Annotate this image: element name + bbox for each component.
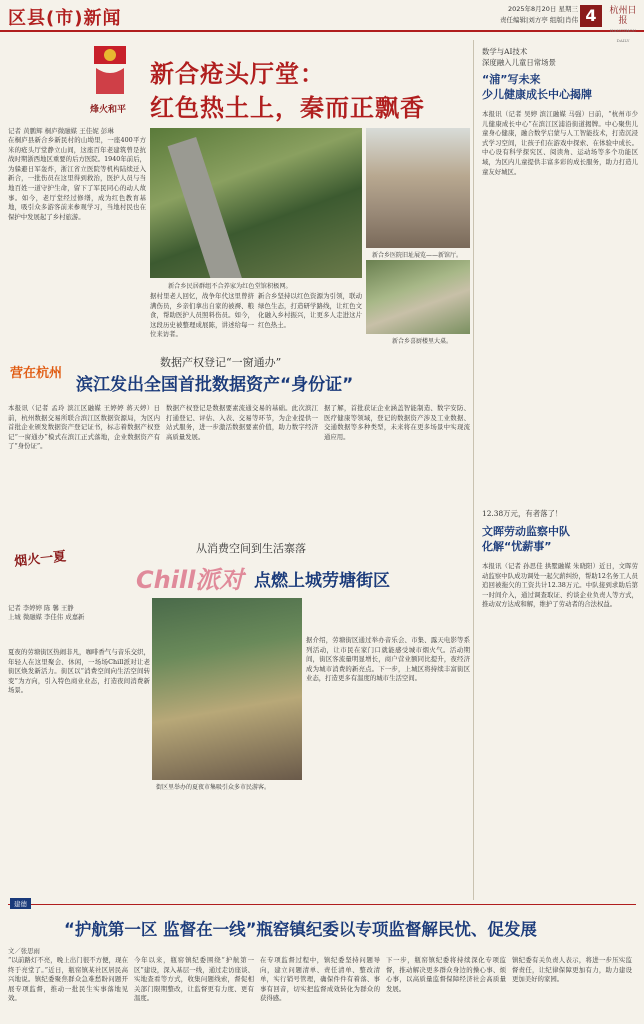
bottom-article-col3: 在专项监督过程中，镇纪委坚持问题导向，建立问题清单、责任清单、整改清单，实行销号管理，确保件件有着落、事事有回音，切实把监督成效转化为群众的获得感。 — [260, 956, 380, 1003]
right-article-kicker — [482, 46, 556, 68]
right-kicker-line2: 深度融入儿童日常场景 — [482, 58, 556, 67]
chill-article-logo: 烟火一夏 — [13, 549, 67, 570]
lead-photo-caption-r2: 新合乡喜厨楼里大桌。 — [392, 338, 453, 345]
bottom-article-byline: 文／张思雨 — [8, 947, 40, 955]
banner-calligraphy: 烽火和平 — [90, 105, 127, 115]
lead-body-2: 据村里老人回忆，战争年代这里曾挤满伤员，乡亲们拿出自家的被褥、粮食，帮助医护人员照料伤员。如今，这段历史被整理成展陈，讲述给每一位来访者。 — [150, 292, 254, 339]
bottom-article-col5: 镇纪委有关负责人表示，将进一步压实监督责任，让纪律保障更加有力，助力建设更加美好的家园。 — [512, 956, 632, 984]
chill-article-body-1: 夏夜的劳塘街区热闹非凡，咖啡香气与音乐交织，年轻人在这里聚会、休闲，一场场Chill派对让老街区焕发新活力。街区以“消费空间向生活空间转变”为方向，引入特色商业业态，打造夜间消费新场景。 — [8, 648, 150, 695]
data-article-logo: 营在杭州 — [10, 366, 63, 381]
right-title-line1: “浦”写未来 — [482, 73, 541, 86]
page-number: 4 — [580, 5, 602, 27]
right-kicker-line1: 数学与AI技术 — [482, 47, 528, 56]
data-article-headline: 滨江发出全国首批数据资产“身份证” — [76, 375, 354, 395]
chill-photo-caption: 街区里举办的夏夜市集吸引众多市民游客。 — [156, 784, 271, 791]
right-article2-body: 本报讯（记者 孙思佳 拱墅融媒 朱晓阳）近日，文晖劳动监察中队成功调处一起欠薪纠纷，帮助12名务工人员追回被拖欠的工资共计12.38万元。中队接到求助后第一时间介入，通过调查取证、约谈企业负责人等方式，推动双方达成和解，维护了劳动者的合法权益。 — [482, 562, 638, 609]
logo-text: 杭州日报 — [609, 6, 637, 26]
data-article-col1: 本报讯（记者 孟玲 滨江区融媒 王婷婷 蒋天婷）日前，杭州数据交易所联合滨江区数据资源局，为区内首批企业颁发数据资产登记证书，标志着数据产权登记“一窗通办”模式在滨江正式落地，企业数据资产有了“身份证”。 — [8, 404, 160, 451]
lead-body: 在桐庐县新合乡新民村的山坳里，一座400平方米的疮头厅堂静立山间，这座百年老建筑曾是抗战时期浙西地区重要的后方医院。1940年前后，为躲避日军轰炸，浙江省立医院等机构陆续迁入新合，一批伤员在这里得到救治，医护人员与当地百姓一道守护生命，留下了军民同心的动人故事。如今，老厅堂经过修缮，成为红色教育基地，吸引众多游客前来参观学习，当地村民也在保护中发展起了乡村旅游。 — [8, 136, 146, 221]
right-article2-kicker: 12.38万元，有者落了！ — [482, 509, 563, 518]
date-meta — [388, 4, 578, 26]
bottom-divider — [8, 904, 636, 905]
lead-headline-line2: 红色热土上，秦而正飘香 — [150, 94, 425, 122]
lead-body-3: 新合乡坚持以红色资源为引领，联动绿色生态，打造研学路线，让红色文化融入乡村振兴，让更多人走进这片红色热土。 — [258, 292, 362, 329]
section-title: 区县(市)新闻 — [8, 8, 122, 29]
bottom-article-headline: “护航第一区 监督在一线”瓶窑镇纪委以专项监督解民忧、促发展 — [64, 920, 537, 939]
data-article-col2: 数据产权登记是数据要素流通交易的基础。此次滨江打通登记、评估、入表、交易等环节，为企业提供一站式服务，进一步激活数据要素价值，助力数字经济高质量发展。 — [166, 404, 318, 441]
bottom-article-col1: “以前路灯不亮，晚上出门很不方便，现在终于亮堂了。”近日，瓶窑镇某社区居民高兴地说。镇纪委聚焦群众急难愁盼问题开展专项监督，推动一批民生实事落地见效。 — [8, 956, 128, 1003]
date-line: 2025年8月20日 星期三 — [507, 5, 578, 13]
bottom-article-col2: 今年以来，瓶窑镇纪委围绕“护航第一区”建设，深入基层一线，通过走访座谈、实地查看等方式，收集问题线索，督促相关部门限期整改，让监督更有力度、更有温度。 — [134, 956, 254, 1003]
lead-photo-village-road — [150, 128, 362, 278]
bottom-article-col4: 下一步，瓶窑镇纪委将持续深化专项监督，推动解决更多群众身边的操心事、烦心事，以高质量监督保障经济社会高质量发展。 — [386, 956, 506, 993]
lead-photo-caption: 新合乡民居群组不合养家为红色堂馆积极网。 — [168, 283, 292, 290]
right-article2-headline — [482, 524, 570, 554]
chill-article-kicker: 从消费空间到生活寨落 — [196, 542, 306, 555]
lead-photo-caption-r1: 新合乡医院旧址展览——新馆厅。 — [372, 252, 463, 259]
right2-title-line2: 化解“忧薪事” — [482, 540, 552, 553]
page-header — [0, 0, 644, 43]
logo-subtext: HANGZHOU DAILY — [610, 28, 636, 43]
right-title-line2: 少儿健康成长中心揭牌 — [482, 88, 592, 101]
newspaper-logo — [606, 6, 640, 46]
chill-article-body-2: 据介绍，劳塘街区通过举办音乐会、市集、露天电影等系列活动，让市民在家门口就能感受城市烟火气。活动期间，街区客流量明显增长，商户营业额同比提升，夜经济成为城市消费的新亮点。下一步，上城区将持续丰富街区业态，打造更多有温度的城市生活空间。 — [306, 636, 470, 683]
lead-byline: 记者 黄鹏辉 桐庐微融媒 王佳妮 彭琳 — [8, 127, 114, 135]
column-divider — [473, 40, 474, 900]
bottom-section-tag: 建德 — [10, 898, 31, 909]
lead-headline-line1: 新合疮头厅堂： — [150, 60, 325, 88]
chill-article-headline-b: 点燃上城劳塘街区 — [254, 571, 390, 591]
right-article-body: 本报讯（记者 吴婷 滨江融媒 马强）日前，“杭州市少儿健康成长中心”在滨江区浦沿街道揭牌。中心聚焦儿童身心健康，融合数学启蒙与人工智能技术，打造沉浸式学习空间，让孩子们在游戏中探索、在体验中成长。中心设有科学探究区、阅读角、运动场等多个功能区域，为区内儿童提供丰富多彩的成长服务，助力打造儿童友好城区。 — [482, 110, 638, 176]
data-article-col3: 据了解，首批获证企业涵盖智能制造、数字安防、医疗健康等领域，登记的数据资产涉及工业数据、交通数据等多种类型，未来将在更多场景中实现流通应用。 — [324, 404, 470, 441]
chill-article-headline-a: Chill派对 — [136, 566, 244, 594]
chill-byline-1: 记者 李婷婷 陈 馨 王静 — [8, 604, 74, 612]
chill-article-byline — [8, 604, 84, 622]
lead-photo-building — [366, 260, 470, 334]
anniversary-flag-icon — [90, 44, 130, 100]
data-article-kicker: 数据产权登记“一窗通办” — [160, 356, 282, 369]
road-shape — [168, 137, 243, 278]
chill-article-photo — [152, 598, 302, 780]
chill-byline-2: 上城 微融媒 李佳伟 成嘉新 — [8, 613, 85, 621]
right2-title-line1: 文晖劳动监察中队 — [482, 525, 570, 538]
lead-photo-museum — [366, 128, 470, 248]
editor-line: 责任编辑|刘方亭 组版|肖伟 — [500, 16, 578, 24]
right-article-headline — [482, 72, 592, 102]
